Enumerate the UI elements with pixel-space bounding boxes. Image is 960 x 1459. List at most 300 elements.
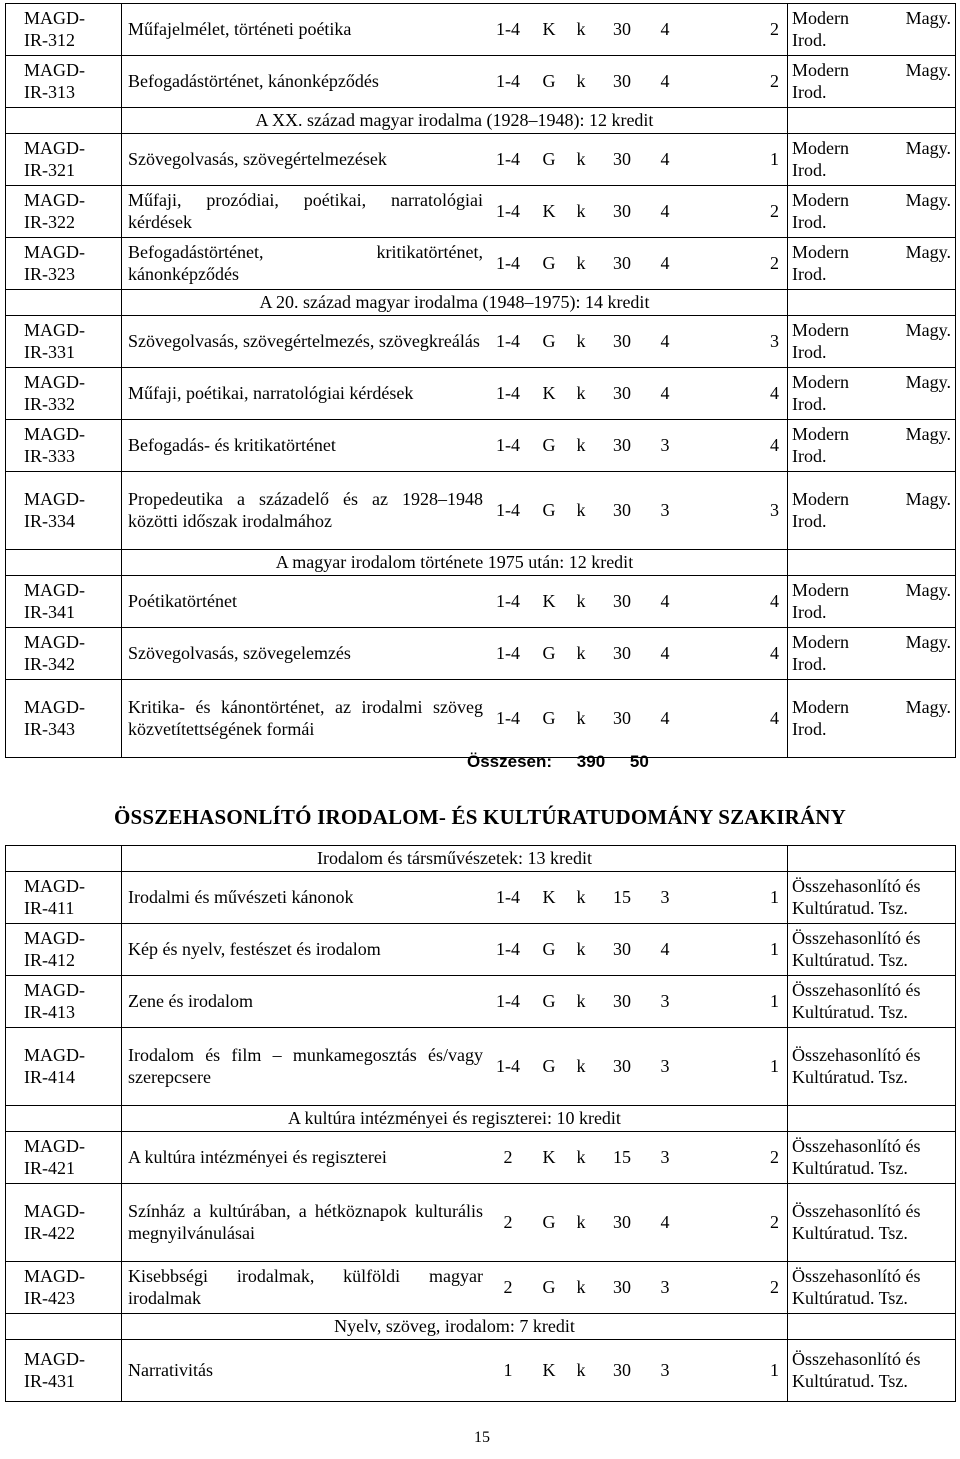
semester: 1-4	[496, 252, 520, 273]
department-abbrev: Magy.	[905, 579, 951, 600]
course-row	[6, 680, 956, 758]
course-line	[128, 939, 783, 961]
code-suffix: IR-422	[24, 1222, 75, 1243]
course-title: Poétikatörténet	[128, 590, 237, 611]
credit: 4	[660, 938, 670, 959]
semester: 1-4	[496, 434, 520, 455]
course-meta	[483, 1277, 783, 1299]
department-name: Összehasonlító és	[792, 1135, 921, 1156]
weekly-hours: 4	[770, 382, 779, 403]
course-meta	[483, 1147, 783, 1169]
section-title: A magyar irodalom története 1975 után: 12 kredit	[122, 550, 788, 576]
department-name: Modern	[792, 696, 849, 717]
department	[792, 1201, 951, 1244]
code-suffix: IR-414	[24, 1066, 75, 1087]
department-cell	[788, 238, 956, 290]
department-cell	[788, 1340, 956, 1402]
department-line1	[792, 60, 951, 82]
weekly-hours: 2	[770, 1276, 779, 1297]
credit: 3	[660, 499, 670, 520]
semester: 1-4	[496, 499, 520, 520]
department-name: Összehasonlító és	[792, 927, 921, 948]
semester: 2	[503, 1146, 513, 1167]
course-type: G	[542, 938, 556, 959]
department-abbrev: Magy.	[905, 488, 951, 509]
code-suffix: IR-343	[24, 718, 75, 739]
department-abbrev: Magy.	[905, 241, 951, 262]
evaluation: k	[576, 200, 586, 221]
department-line2: Kultúratud. Tsz.	[792, 1370, 908, 1391]
course-meta	[483, 991, 783, 1013]
course-title: A kultúra intézményei és regiszterei	[128, 1146, 387, 1167]
department-line2: Kultúratud. Tsz.	[792, 949, 908, 970]
semester: 1-4	[496, 707, 520, 728]
department-name: Modern	[792, 631, 849, 652]
weekly-hours: 2	[770, 1211, 779, 1232]
evaluation: k	[576, 1055, 586, 1076]
weekly-hours: 1	[770, 990, 779, 1011]
course-title: Zene és irodalom	[128, 990, 253, 1011]
course-meta	[483, 1360, 783, 1382]
weekly-hours: 1	[770, 1359, 779, 1380]
code-prefix: MAGD-	[24, 59, 85, 80]
course-code	[6, 186, 122, 238]
courses-table-2	[5, 845, 956, 1402]
weekly-hours: 2	[770, 1146, 779, 1167]
course-type: G	[542, 642, 556, 663]
course-code	[6, 924, 122, 976]
dept-cell-empty	[788, 1314, 956, 1340]
course-type: G	[542, 70, 556, 91]
course-meta	[483, 201, 783, 223]
course-row	[6, 576, 956, 628]
department	[792, 372, 951, 415]
hours: 30	[613, 70, 631, 91]
department-abbrev: Magy.	[905, 631, 951, 652]
section-title: A kultúra intézményei és regiszterei: 10 kredit	[122, 1106, 788, 1132]
semester: 1-4	[496, 200, 520, 221]
semester: 1-4	[496, 938, 520, 959]
department	[792, 980, 951, 1023]
course-cell	[122, 924, 788, 976]
course-line	[128, 383, 783, 405]
department-cell	[788, 420, 956, 472]
course-code	[6, 680, 122, 758]
department-name: Összehasonlító és	[792, 875, 921, 896]
department-name: Modern	[792, 423, 849, 444]
department-abbrev: Magy.	[905, 371, 951, 392]
code-suffix: IR-334	[24, 510, 75, 531]
department-name: Modern	[792, 371, 849, 392]
evaluation: k	[576, 886, 586, 907]
department-line1	[792, 1201, 951, 1223]
course-title: Színház a kultúrában, a hétköznapok kulturális megnyilvánulásai	[128, 1200, 483, 1243]
course-cell	[122, 472, 788, 550]
department-line2: Irod.	[792, 211, 827, 232]
total-line	[467, 752, 669, 772]
evaluation: k	[576, 642, 586, 663]
department	[792, 242, 951, 285]
department-cell	[788, 680, 956, 758]
evaluation: k	[576, 590, 586, 611]
hours: 30	[613, 590, 631, 611]
code-prefix: MAGD-	[24, 927, 85, 948]
code-cell-empty	[6, 1106, 122, 1132]
course-row	[6, 472, 956, 550]
course-line	[128, 697, 783, 740]
department-line1	[792, 1349, 951, 1371]
code-suffix: IR-313	[24, 81, 75, 102]
course-line	[128, 331, 783, 353]
course-row	[6, 56, 956, 108]
course-row	[6, 1028, 956, 1106]
section-row	[6, 1106, 956, 1132]
course-meta	[483, 708, 783, 730]
code-suffix: IR-322	[24, 211, 75, 232]
dept-cell-empty	[788, 550, 956, 576]
course-line	[128, 1266, 783, 1309]
course-title: Narrativitás	[128, 1359, 213, 1380]
course-type: K	[542, 18, 556, 39]
credit: 3	[660, 990, 670, 1011]
code-cell-empty	[6, 550, 122, 576]
evaluation: k	[576, 18, 586, 39]
course-cell	[122, 1184, 788, 1262]
semester: 1-4	[496, 70, 520, 91]
course-row	[6, 238, 956, 290]
weekly-hours: 2	[770, 252, 779, 273]
department	[792, 1349, 951, 1392]
department-cell	[788, 56, 956, 108]
credit: 4	[660, 590, 670, 611]
hours: 30	[613, 252, 631, 273]
code-suffix: IR-423	[24, 1287, 75, 1308]
section-row	[6, 290, 956, 316]
code-prefix: MAGD-	[24, 579, 85, 600]
course-code	[6, 872, 122, 924]
department-name: Modern	[792, 579, 849, 600]
course-title: Befogadás- és kritikatörténet	[128, 434, 336, 455]
weekly-hours: 2	[770, 200, 779, 221]
course-title: Műfaji, poétikai, narratológiai kérdések	[128, 382, 414, 403]
department	[792, 424, 951, 467]
course-code	[6, 628, 122, 680]
department-line2: Kultúratud. Tsz.	[792, 1222, 908, 1243]
code-prefix: MAGD-	[24, 423, 85, 444]
course-type: G	[542, 499, 556, 520]
hours: 30	[613, 18, 631, 39]
course-line	[128, 643, 783, 665]
department-cell	[788, 628, 956, 680]
department-line1	[792, 372, 951, 394]
section-title: Irodalom és társművészetek: 13 kredit	[122, 846, 788, 872]
course-title: Kritika- és kánontörténet, az irodalmi szöveg közvetítettségének formái	[128, 696, 483, 739]
semester: 1-4	[496, 590, 520, 611]
department-name: Összehasonlító és	[792, 1348, 921, 1369]
hours: 15	[613, 886, 631, 907]
department-line1	[792, 980, 951, 1002]
semester: 1-4	[496, 18, 520, 39]
course-title: Szövegolvasás, szövegértelmezés, szövegkreálás	[128, 330, 480, 351]
course-row	[6, 872, 956, 924]
department-cell	[788, 134, 956, 186]
course-type: G	[542, 252, 556, 273]
course-cell	[122, 976, 788, 1028]
department-line2: Irod.	[792, 29, 827, 50]
hours: 15	[613, 1146, 631, 1167]
code-prefix: MAGD-	[24, 979, 85, 1000]
course-line	[128, 489, 783, 532]
department	[792, 489, 951, 532]
course-line	[128, 991, 783, 1013]
course-cell	[122, 1028, 788, 1106]
hours: 30	[613, 1359, 631, 1380]
semester: 1-4	[496, 1055, 520, 1076]
dept-cell-empty	[788, 290, 956, 316]
course-cell	[122, 4, 788, 56]
total-hours: 390	[576, 752, 606, 771]
code-suffix: IR-341	[24, 601, 75, 622]
course-line	[128, 1201, 783, 1244]
course-line	[128, 19, 783, 41]
hours: 30	[613, 148, 631, 169]
department-abbrev: Magy.	[905, 423, 951, 444]
course-row	[6, 368, 956, 420]
course-code	[6, 1132, 122, 1184]
code-suffix: IR-421	[24, 1157, 75, 1178]
department-line2: Irod.	[792, 445, 827, 466]
course-row	[6, 186, 956, 238]
department-line1	[792, 1136, 951, 1158]
department	[792, 928, 951, 971]
department-cell	[788, 576, 956, 628]
course-row	[6, 1262, 956, 1314]
evaluation: k	[576, 434, 586, 455]
department-line2: Irod.	[792, 159, 827, 180]
credit: 4	[660, 330, 670, 351]
course-meta	[483, 253, 783, 275]
course-code	[6, 976, 122, 1028]
semester: 1-4	[496, 148, 520, 169]
code-prefix: MAGD-	[24, 137, 85, 158]
course-title: Szövegolvasás, szövegértelmezések	[128, 148, 387, 169]
course-line	[128, 1360, 783, 1382]
department	[792, 1266, 951, 1309]
course-type: K	[542, 382, 556, 403]
course-title: Irodalom és film – munkamegosztás és/vagy szerepcsere	[128, 1044, 483, 1087]
credit: 3	[660, 1146, 670, 1167]
credit: 3	[660, 886, 670, 907]
department-name: Modern	[792, 189, 849, 210]
credit: 3	[660, 1276, 670, 1297]
credit: 4	[660, 707, 670, 728]
course-title: Műfaji, prozódiai, poétikai, narratológiai kérdések	[128, 189, 483, 232]
course-type: K	[542, 886, 556, 907]
department-line1	[792, 489, 951, 511]
course-row	[6, 134, 956, 186]
course-meta	[483, 887, 783, 909]
evaluation: k	[576, 148, 586, 169]
code-suffix: IR-431	[24, 1370, 75, 1391]
course-row	[6, 1132, 956, 1184]
hours: 30	[613, 382, 631, 403]
evaluation: k	[576, 1211, 586, 1232]
evaluation: k	[576, 70, 586, 91]
evaluation: k	[576, 252, 586, 273]
course-type: G	[542, 1276, 556, 1297]
evaluation: k	[576, 1276, 586, 1297]
weekly-hours: 4	[770, 590, 779, 611]
course-code	[6, 56, 122, 108]
code-suffix: IR-332	[24, 393, 75, 414]
course-title: Propedeutika a századelő és az 1928–1948 közötti időszak irodalmához	[128, 488, 483, 531]
code-prefix: MAGD-	[24, 1265, 85, 1286]
hours: 30	[613, 990, 631, 1011]
code-suffix: IR-342	[24, 653, 75, 674]
code-suffix: IR-323	[24, 263, 75, 284]
department-line2: Irod.	[792, 341, 827, 362]
department	[792, 876, 951, 919]
code-prefix: MAGD-	[24, 1044, 85, 1065]
course-meta	[483, 19, 783, 41]
course-line	[128, 1147, 783, 1169]
course-type: K	[542, 1146, 556, 1167]
weekly-hours: 1	[770, 1055, 779, 1076]
department	[792, 320, 951, 363]
code-prefix: MAGD-	[24, 319, 85, 340]
course-meta	[483, 939, 783, 961]
department-line1	[792, 242, 951, 264]
credit: 4	[660, 382, 670, 403]
department-cell	[788, 872, 956, 924]
hours: 30	[613, 1055, 631, 1076]
department	[792, 60, 951, 103]
code-prefix: MAGD-	[24, 371, 85, 392]
department-line2: Irod.	[792, 81, 827, 102]
course-cell	[122, 576, 788, 628]
section-title: Nyelv, szöveg, irodalom: 7 kredit	[122, 1314, 788, 1340]
course-title: Befogadástörténet, kritikatörténet, kánonképződés	[128, 241, 483, 284]
credit: 3	[660, 1055, 670, 1076]
evaluation: k	[576, 990, 586, 1011]
course-cell	[122, 238, 788, 290]
course-type: G	[542, 1211, 556, 1232]
course-meta	[483, 435, 783, 457]
department-abbrev: Magy.	[905, 319, 951, 340]
department-line2: Kultúratud. Tsz.	[792, 1066, 908, 1087]
department-line1	[792, 1266, 951, 1288]
department-line2: Kultúratud. Tsz.	[792, 1157, 908, 1178]
department-abbrev: Magy.	[905, 59, 951, 80]
course-type: K	[542, 590, 556, 611]
section-row	[6, 108, 956, 134]
hours: 30	[613, 938, 631, 959]
department	[792, 697, 951, 740]
course-title: Irodalmi és művészeti kánonok	[128, 886, 354, 907]
course-meta	[483, 591, 783, 613]
code-prefix: MAGD-	[24, 7, 85, 28]
courses-table-1	[5, 3, 956, 758]
weekly-hours: 1	[770, 148, 779, 169]
course-code	[6, 316, 122, 368]
course-line	[128, 242, 783, 285]
code-prefix: MAGD-	[24, 875, 85, 896]
credit: 4	[660, 252, 670, 273]
section-title: A XX. század magyar irodalma (1928–1948): 12 kredit	[122, 108, 788, 134]
course-line	[128, 591, 783, 613]
department-line1	[792, 580, 951, 602]
department-cell	[788, 4, 956, 56]
course-meta	[483, 500, 783, 522]
evaluation: k	[576, 938, 586, 959]
hours: 30	[613, 1276, 631, 1297]
total-label: Összesen:	[467, 752, 553, 771]
department-line1	[792, 424, 951, 446]
course-cell	[122, 1132, 788, 1184]
dept-cell-empty	[788, 108, 956, 134]
department-line1	[792, 320, 951, 342]
code-prefix: MAGD-	[24, 1200, 85, 1221]
course-code	[6, 576, 122, 628]
code-suffix: IR-331	[24, 341, 75, 362]
semester: 2	[503, 1211, 513, 1232]
course-type: G	[542, 434, 556, 455]
credit: 3	[660, 1359, 670, 1380]
course-meta	[483, 149, 783, 171]
code-suffix: IR-312	[24, 29, 75, 50]
weekly-hours: 3	[770, 330, 779, 351]
course-meta	[483, 71, 783, 93]
course-cell	[122, 872, 788, 924]
course-code	[6, 1028, 122, 1106]
semester: 1-4	[496, 382, 520, 403]
department-line2: Irod.	[792, 510, 827, 531]
department	[792, 580, 951, 623]
evaluation: k	[576, 707, 586, 728]
department-line1	[792, 697, 951, 719]
course-type: G	[542, 148, 556, 169]
course-cell	[122, 680, 788, 758]
department-abbrev: Magy.	[905, 7, 951, 28]
course-title: Befogadástörténet, kánonképződés	[128, 70, 379, 91]
course-type: G	[542, 990, 556, 1011]
code-prefix: MAGD-	[24, 189, 85, 210]
semester: 1-4	[496, 330, 520, 351]
department-line2: Irod.	[792, 718, 827, 739]
hours: 30	[613, 330, 631, 351]
weekly-hours: 3	[770, 499, 779, 520]
course-line	[128, 149, 783, 171]
code-prefix: MAGD-	[24, 488, 85, 509]
department-cell	[788, 1132, 956, 1184]
department-name: Modern	[792, 59, 849, 80]
department-cell	[788, 1028, 956, 1106]
semester: 1	[503, 1359, 513, 1380]
section-row	[6, 550, 956, 576]
department	[792, 190, 951, 233]
credit: 4	[660, 200, 670, 221]
department-name: Modern	[792, 7, 849, 28]
department	[792, 1136, 951, 1179]
department	[792, 632, 951, 675]
weekly-hours: 2	[770, 70, 779, 91]
course-cell	[122, 186, 788, 238]
dept-cell-empty	[788, 1106, 956, 1132]
semester: 1-4	[496, 990, 520, 1011]
department-line1	[792, 1045, 951, 1067]
total-credit: 50	[629, 752, 649, 771]
department-cell	[788, 924, 956, 976]
